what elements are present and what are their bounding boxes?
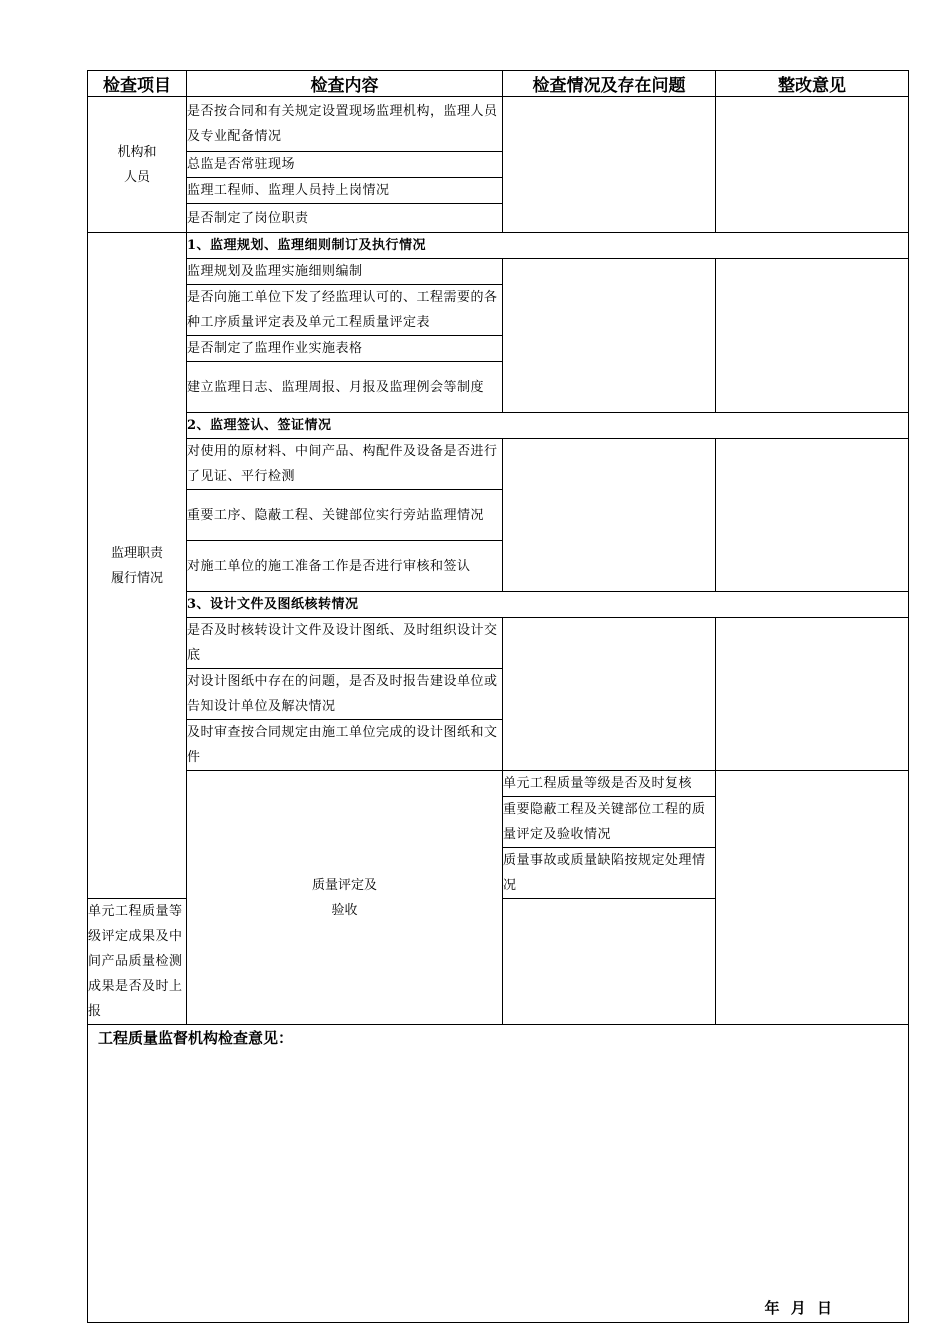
section-title: 2、监理签认、签证情况	[187, 413, 909, 439]
check-item: 及时审查按合同规定由施工单位完成的设计图纸和文件	[187, 720, 503, 771]
table-row	[88, 439, 909, 490]
table-row	[88, 259, 909, 285]
table-row	[88, 97, 909, 152]
category-quality-assessment: 质量评定及 验收	[187, 771, 503, 1025]
section-row	[88, 233, 909, 259]
rectification-cell[interactable]	[716, 439, 909, 592]
header-inspection-content: 检查内容	[187, 71, 503, 97]
check-item: 监理工程师、监理人员持上岗情况	[187, 178, 503, 204]
check-item: 建立监理日志、监理周报、月报及监理例会等制度	[187, 362, 503, 413]
section-title: 3、设计文件及图纸核转情况	[187, 592, 909, 618]
check-item: 是否制定了岗位职责	[187, 204, 503, 233]
opinion-title: 工程质量监督机构检查意见：	[98, 1029, 294, 1047]
opinion-cell[interactable]	[88, 1025, 909, 1323]
findings-cell[interactable]	[503, 259, 716, 413]
check-item: 重要工序、隐蔽工程、关键部位实行旁站监理情况	[187, 490, 503, 541]
findings-cell[interactable]	[503, 97, 716, 233]
inspection-form-table	[87, 70, 909, 1323]
check-item: 是否按合同和有关规定设置现场监理机构，监理人员及专业配备情况	[187, 97, 503, 152]
header-findings: 检查情况及存在问题	[503, 71, 716, 97]
findings-cell[interactable]	[716, 771, 909, 1025]
check-item: 重要隐蔽工程及关键部位工程的质量评定及验收情况	[503, 797, 716, 848]
check-item: 总监是否常驻现场	[187, 152, 503, 178]
header-rectification: 整改意见	[716, 71, 909, 97]
check-item: 对使用的原材料、中间产品、构配件及设备是否进行了见证、平行检测	[187, 439, 503, 490]
opinion-date-label: 年 月 日	[764, 1299, 832, 1317]
check-item: 单元工程质量等级评定成果及中间产品质量检测成果是否及时上报	[88, 899, 187, 1025]
check-item: 对施工单位的施工准备工作是否进行审核和签认	[187, 541, 503, 592]
check-item: 是否向施工单位下发了经监理认可的、工程需要的各种工序质量评定表及单元工程质量评定表	[187, 285, 503, 336]
rectification-cell[interactable]	[716, 97, 909, 233]
section-title: 1、监理规划、监理细则制订及执行情况	[187, 233, 909, 259]
header-row	[88, 71, 909, 97]
table-row	[88, 618, 909, 669]
category-supervision-duties: 监理职责 履行情况	[88, 233, 187, 899]
table-row	[88, 771, 909, 797]
opinion-row	[88, 1025, 909, 1323]
check-item: 监理规划及监理实施细则编制	[187, 259, 503, 285]
header-inspection-item: 检查项目	[88, 71, 187, 97]
findings-cell[interactable]	[503, 439, 716, 592]
rectification-cell[interactable]	[716, 259, 909, 413]
section-row	[88, 592, 909, 618]
category-organization: 机构和 人员	[88, 97, 187, 233]
check-item: 是否及时核转设计文件及设计图纸、及时组织设计交底	[187, 618, 503, 669]
check-item: 是否制定了监理作业实施表格	[187, 336, 503, 362]
findings-cell[interactable]	[503, 618, 716, 771]
check-item: 对设计图纸中存在的问题，是否及时报告建设单位或告知设计单位及解决情况	[187, 669, 503, 720]
check-item: 单元工程质量等级是否及时复核	[503, 771, 716, 797]
rectification-cell[interactable]	[716, 618, 909, 771]
section-row	[88, 413, 909, 439]
check-item: 质量事故或质量缺陷按规定处理情况	[503, 848, 716, 899]
